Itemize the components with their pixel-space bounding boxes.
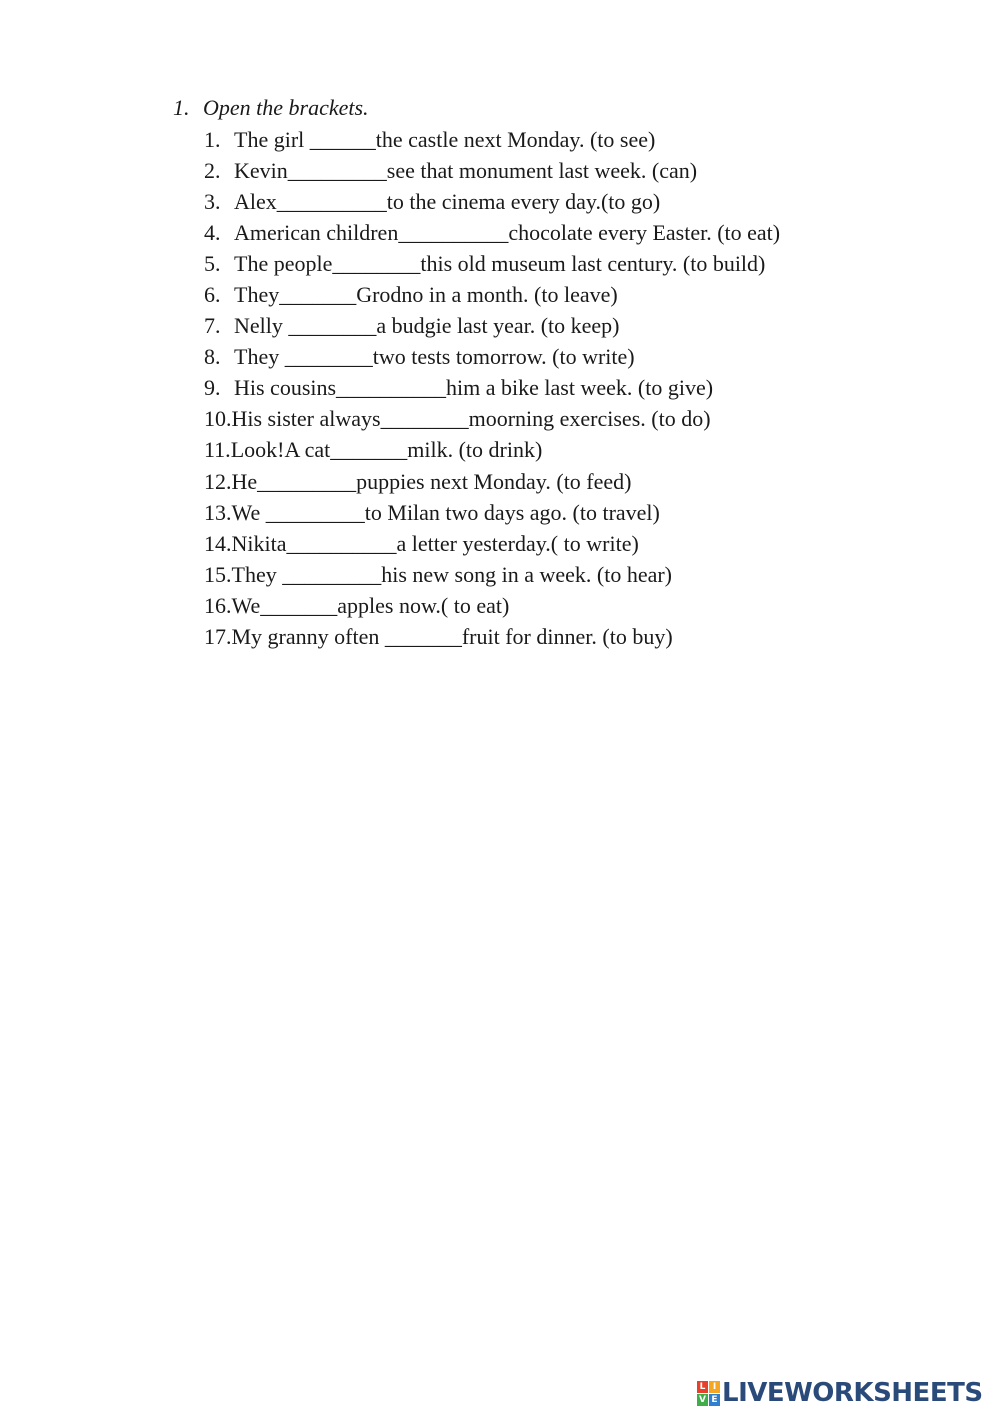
item-number: 10. — [204, 406, 232, 431]
logo-letter-i: I — [709, 1381, 720, 1393]
item-number: 13. — [204, 500, 232, 525]
item-text: American children__________chocolate every Easter. (to eat) — [234, 220, 781, 245]
list-item — [204, 251, 765, 277]
item-number: 17. — [204, 624, 232, 649]
item-text: We _________to Milan two days ago. (to travel) — [231, 500, 660, 525]
item-text: Nelly ________a budgie last year. (to keep) — [234, 313, 620, 338]
item-text: The girl ______the castle next Monday. (to see) — [234, 127, 656, 152]
list-item — [204, 500, 660, 526]
item-text: Kevin_________see that monument last week. (can) — [234, 158, 698, 183]
list-item — [204, 624, 673, 650]
item-number: 14. — [204, 531, 232, 556]
list-item — [204, 220, 780, 246]
list-item — [204, 531, 639, 557]
item-number: 1. — [204, 127, 221, 152]
logo-letter-l: L — [697, 1381, 708, 1393]
item-number: 8. — [204, 344, 221, 369]
list-item — [204, 562, 672, 588]
item-text: The people________this old museum last century. (to build) — [234, 251, 766, 276]
item-number: 4. — [204, 220, 221, 245]
list-item — [204, 437, 542, 463]
list-item — [204, 469, 632, 495]
item-number: 16. — [204, 593, 232, 618]
item-number: 15. — [204, 562, 232, 587]
item-number: 9. — [204, 375, 221, 400]
item-text: His cousins__________him a bike last week. (to give) — [234, 375, 714, 400]
list-item — [204, 313, 620, 339]
item-text: My granny often _______fruit for dinner. (to buy) — [231, 624, 673, 649]
item-text: They _________his new song in a week. (to hear) — [231, 562, 673, 587]
liveworksheets-logo-icon — [697, 1381, 720, 1406]
item-number: 6. — [204, 282, 221, 307]
list-item — [204, 189, 660, 215]
list-item — [204, 375, 713, 401]
list-item — [204, 127, 655, 153]
item-number: 5. — [204, 251, 221, 276]
exercise-number: 1. — [173, 95, 190, 120]
liveworksheets-logo — [697, 1378, 983, 1408]
item-number: 11. — [204, 437, 231, 462]
list-item — [204, 282, 618, 308]
item-text: We_______apples now.( to eat) — [231, 593, 510, 618]
item-text: They_______Grodno in a month. (to leave) — [234, 282, 618, 307]
item-text: Look!A cat_______milk. (to drink) — [230, 437, 543, 462]
item-number: 2. — [204, 158, 221, 183]
logo-text: LIVEWORKSHEETS — [722, 1378, 983, 1408]
exercise-title — [173, 95, 369, 121]
item-number: 7. — [204, 313, 221, 338]
item-text: They ________two tests tomorrow. (to write) — [234, 344, 635, 369]
logo-letter-v: V — [697, 1394, 708, 1406]
item-text: Nikita__________a letter yesterday.( to write) — [231, 531, 639, 556]
item-text: His sister always________moorning exercises. (to do) — [231, 406, 711, 431]
item-text: He_________puppies next Monday. (to feed) — [231, 469, 632, 494]
exercise-title-text: Open the brackets. — [203, 95, 369, 120]
list-item — [204, 344, 635, 370]
list-item — [204, 593, 509, 619]
logo-letter-e: E — [709, 1394, 720, 1406]
list-item — [204, 158, 697, 184]
item-number: 12. — [204, 469, 232, 494]
item-number: 3. — [204, 189, 221, 214]
list-item — [204, 406, 711, 432]
item-text: Alex__________to the cinema every day.(to go) — [234, 189, 661, 214]
